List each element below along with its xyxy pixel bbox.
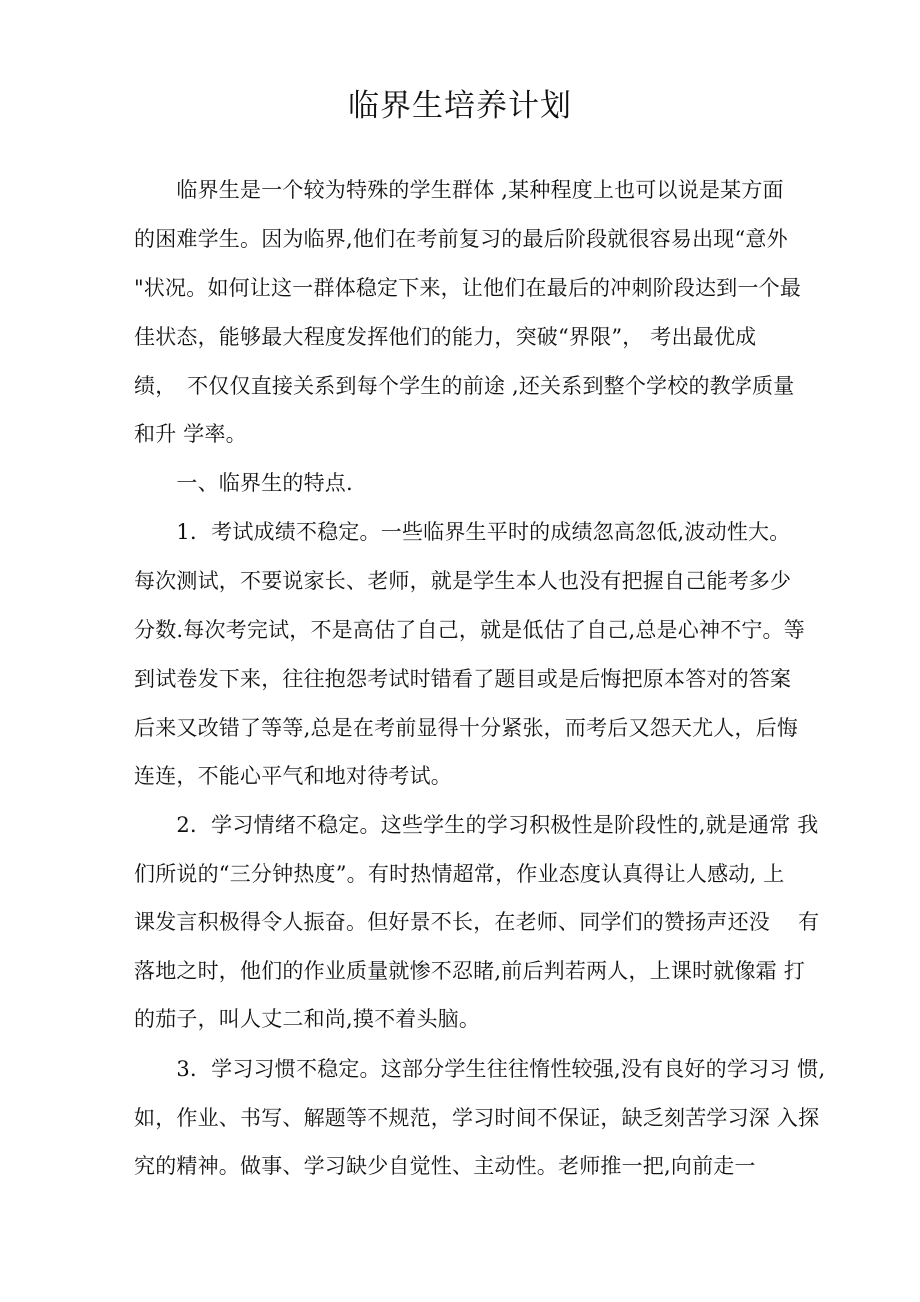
text-line: 究的精神。做事、学习缺少自觉性、主动性。老师推一把,向前走一 (134, 1154, 756, 1178)
text-line: 们所说的“三分钟热度”。有时热情超常，作业态度认真得让人感动, 上 (134, 862, 785, 886)
text-line: "状况。如何让这一群体稳定下来，让他们在最后的冲刺阶段达到一个最 (134, 276, 802, 300)
text-line: 后来又改错了等等,总是在考前显得十分紧张，而考后又怨天尤人，后悔 (134, 716, 799, 740)
text-line: 1．考试成绩不稳定。一些临界生平时的成绩忽高忽低,波动性大。 (134, 520, 791, 544)
text-line: 绩， 不仅仅直接关系到每个学生的前途 ,还关系到整个学校的教学质量 (134, 374, 795, 398)
text-line: 的茄子，叫人丈二和尚,摸不着头脑。 (134, 1007, 481, 1031)
text-line: 到试卷发下来，往往抱怨考试时错看了题目或是后悔把原本答对的答案 (134, 667, 792, 691)
text-line: 课发言积极得令人振奋。但好景不长，在老师、同学们的赞扬声还没 有 (134, 910, 820, 934)
section-heading: 一、临界生的特点. (134, 471, 353, 495)
text-line: 2．学习情绪不稳定。这些学生的学习积极性是阶段性的,就是通常 我 (134, 813, 819, 837)
text-line: 落地之时，他们的作业质量就惨不忍睹,前后判若两人，上课时就像霜 打 (134, 959, 805, 983)
text-line: 连连，不能心平气和地对待考试。 (134, 764, 452, 788)
text-line: 每次测试，不要说家长、老师，就是学生本人也没有把握自己能考多少 (134, 569, 792, 593)
text-line: 临界生是一个较为特殊的学生群体 ,某种程度上也可以说是某方面 (134, 178, 784, 202)
document-title: 临界生培养计划 (348, 88, 572, 124)
text-line: 分数.每次考完试，不是高估了自己，就是低估了自己,总是心神不宁。等 (134, 618, 805, 642)
text-line: 如，作业、书写、解题等不规范，学习时间不保证，缺乏刻苦学习深 入探 (134, 1106, 820, 1130)
text-line: 的困难学生。因为临界,他们在考前复习的最后阶段就很容易出现“意外 (134, 227, 788, 251)
text-line: 3．学习习惯不稳定。这部分学生往往惰性较强,没有良好的学习习 惯, (134, 1057, 826, 1081)
text-line: 佳状态，能够最大程度发挥他们的能力，突破“界限”， 考出最优成 (134, 325, 757, 349)
text-line: 和升 学率。 (134, 422, 247, 446)
